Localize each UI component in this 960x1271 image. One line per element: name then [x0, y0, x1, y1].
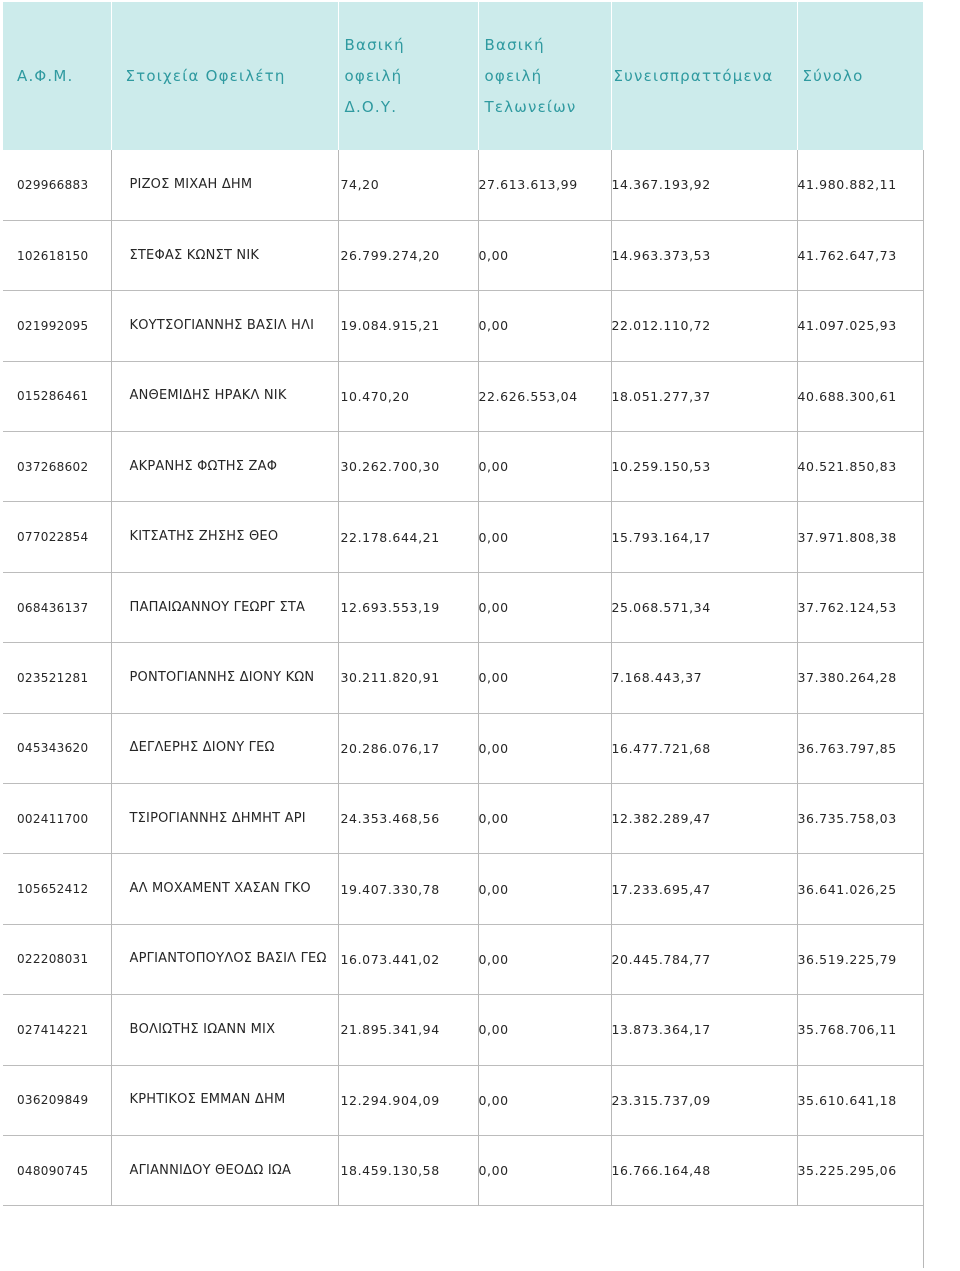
customs-debt-cell: 27.613.613,99: [478, 150, 611, 220]
debtor-name-cell: ΔΕΓΛΕΡΗΣ ΔΙΟΝΥ ΓΕΩ: [111, 713, 338, 783]
tax-office-debt-cell: 19.084.915,21: [338, 291, 478, 361]
customs-debt-cell: 0,00: [478, 220, 611, 290]
afm-cell: 023521281: [3, 643, 111, 713]
customs-debt-cell: 0,00: [478, 502, 611, 572]
tax-office-debt-cell: 74,20: [338, 150, 478, 220]
table-row: [3, 572, 923, 642]
total-cell: 40.688.300,61: [797, 361, 923, 431]
customs-debt-cell: 0,00: [478, 854, 611, 924]
total-cell: 35.610.641,18: [797, 1065, 923, 1135]
header-dou-line-1: Βασική: [344, 35, 405, 54]
co-collected-cell: 22.012.110,72: [611, 291, 797, 361]
co-collected-cell: 14.963.373,53: [611, 220, 797, 290]
header-afm: Α.Φ.Μ.: [3, 2, 111, 150]
table-row: [3, 924, 923, 994]
afm-cell: 027414221: [3, 995, 111, 1065]
total-cell: 36.519.225,79: [797, 924, 923, 994]
debtor-name-cell: ΣΤΕΦΑΣ ΚΩΝΣΤ ΝΙΚ: [111, 220, 338, 290]
total-cell: 41.762.647,73: [797, 220, 923, 290]
total-cell: 40.521.850,83: [797, 432, 923, 502]
header-base-debt-tax-office: [338, 2, 478, 150]
debtor-name-cell: ΒΟΛΙΩΤΗΣ ΙΩΑΝΝ ΜΙΧ: [111, 995, 338, 1065]
table-row: [3, 150, 923, 220]
customs-debt-cell: 0,00: [478, 1065, 611, 1135]
tax-office-debt-cell: 26.799.274,20: [338, 220, 478, 290]
tax-office-debt-cell: 16.073.441,02: [338, 924, 478, 994]
table-header: [3, 2, 923, 150]
debtor-name-cell: ΡΙΖΟΣ ΜΙΧΑΗ ΔΗΜ: [111, 150, 338, 220]
tax-office-debt-cell: 24.353.468,56: [338, 784, 478, 854]
customs-debt-cell: 0,00: [478, 432, 611, 502]
co-collected-cell: 23.315.737,09: [611, 1065, 797, 1135]
co-collected-cell: 16.477.721,68: [611, 713, 797, 783]
total-cell: 35.768.706,11: [797, 995, 923, 1065]
tax-office-debt-cell: 20.286.076,17: [338, 713, 478, 783]
tax-office-debt-cell: 10.470,20: [338, 361, 478, 431]
afm-cell: 077022854: [3, 502, 111, 572]
co-collected-cell: 17.233.695,47: [611, 854, 797, 924]
debtor-name-cell: ΚΟΥΤΣΟΓΙΑΝΝΗΣ ΒΑΣΙΛ ΗΛΙ: [111, 291, 338, 361]
debtors-table: [3, 2, 924, 1206]
tax-office-debt-cell: 22.178.644,21: [338, 502, 478, 572]
table-row: [3, 854, 923, 924]
afm-cell: 045343620: [3, 713, 111, 783]
total-cell: 36.735.758,03: [797, 784, 923, 854]
table-row: [3, 361, 923, 431]
afm-cell: 068436137: [3, 572, 111, 642]
customs-debt-cell: 0,00: [478, 713, 611, 783]
table-body: [3, 150, 923, 1206]
total-cell: 35.225.295,06: [797, 1135, 923, 1205]
co-collected-cell: 16.766.164,48: [611, 1135, 797, 1205]
total-cell: 37.380.264,28: [797, 643, 923, 713]
co-collected-cell: 25.068.571,34: [611, 572, 797, 642]
header-debtor-details: Στοιχεία Οφειλέτη: [111, 2, 338, 150]
tax-office-debt-cell: 30.211.820,91: [338, 643, 478, 713]
customs-debt-cell: 22.626.553,04: [478, 361, 611, 431]
table-row: [3, 995, 923, 1065]
debtor-name-cell: ΑΛ ΜΟΧΑΜΕΝΤ ΧΑΣΑΝ ΓΚΟ: [111, 854, 338, 924]
debtor-name-cell: ΑΓΙΑΝΝΙΔΟΥ ΘΕΟΔΩ ΙΩΑ: [111, 1135, 338, 1205]
total-cell: 41.980.882,11: [797, 150, 923, 220]
table-row: [3, 432, 923, 502]
total-cell: 37.971.808,38: [797, 502, 923, 572]
debtor-name-cell: ΠΑΠΑΙΩΑΝΝΟΥ ΓΕΩΡΓ ΣΤΑ: [111, 572, 338, 642]
header-tel-line-1: Βασική: [484, 35, 545, 54]
header-tel-line-2: οφειλή: [484, 66, 543, 85]
total-cell: 36.763.797,85: [797, 713, 923, 783]
afm-cell: 102618150: [3, 220, 111, 290]
tax-office-debt-cell: 18.459.130,58: [338, 1135, 478, 1205]
header-dou-line-3: Δ.Ο.Υ.: [344, 97, 398, 116]
tax-office-debt-cell: 30.262.700,30: [338, 432, 478, 502]
co-collected-cell: 13.873.364,17: [611, 995, 797, 1065]
co-collected-cell: 10.259.150,53: [611, 432, 797, 502]
table-row: [3, 1065, 923, 1135]
total-cell: 37.762.124,53: [797, 572, 923, 642]
customs-debt-cell: 0,00: [478, 572, 611, 642]
table-row: [3, 220, 923, 290]
afm-cell: 021992095: [3, 291, 111, 361]
customs-debt-cell: 0,00: [478, 784, 611, 854]
table-row: [3, 291, 923, 361]
table-row: [3, 643, 923, 713]
debtor-name-cell: ΤΣΙΡΟΓΙΑΝΝΗΣ ΔΗΜΗΤ ΑΡΙ: [111, 784, 338, 854]
tax-office-debt-cell: 12.294.904,09: [338, 1065, 478, 1135]
header-co-collected: Συνεισπραττόμενα: [611, 2, 797, 150]
table-row: [3, 713, 923, 783]
afm-cell: 022208031: [3, 924, 111, 994]
co-collected-cell: 20.445.784,77: [611, 924, 797, 994]
tax-office-debt-cell: 19.407.330,78: [338, 854, 478, 924]
customs-debt-cell: 0,00: [478, 924, 611, 994]
customs-debt-cell: 0,00: [478, 291, 611, 361]
debtor-name-cell: ΡΟΝΤΟΓΙΑΝΝΗΣ ΔΙΟΝΥ ΚΩΝ: [111, 643, 338, 713]
afm-cell: 002411700: [3, 784, 111, 854]
debtor-name-cell: ΚΡΗΤΙΚΟΣ ΕΜΜΑΝ ΔΗΜ: [111, 1065, 338, 1135]
afm-cell: 105652412: [3, 854, 111, 924]
afm-cell: 015286461: [3, 361, 111, 431]
tax-office-debt-cell: 12.693.553,19: [338, 572, 478, 642]
customs-debt-cell: 0,00: [478, 995, 611, 1065]
header-base-debt-customs: [478, 2, 611, 150]
debtor-name-cell: ΑΡΓΙΑΝΤΟΠΟΥΛΟΣ ΒΑΣΙΛ ΓΕΩ: [111, 924, 338, 994]
table-row: [3, 1135, 923, 1205]
customs-debt-cell: 0,00: [478, 1135, 611, 1205]
customs-debt-cell: 0,00: [478, 643, 611, 713]
co-collected-cell: 12.382.289,47: [611, 784, 797, 854]
debtor-name-cell: ΚΙΤΣΑΤΗΣ ΖΗΣΗΣ ΘΕΟ: [111, 502, 338, 572]
afm-cell: 048090745: [3, 1135, 111, 1205]
header-dou-line-2: οφειλή: [344, 66, 403, 85]
header-row: [3, 2, 923, 150]
co-collected-cell: 14.367.193,92: [611, 150, 797, 220]
table-row: [3, 502, 923, 572]
header-tel-line-3: Τελωνείων: [484, 97, 577, 116]
debtor-name-cell: ΑΝΘΕΜΙΔΗΣ ΗΡΑΚΛ ΝΙΚ: [111, 361, 338, 431]
afm-cell: 036209849: [3, 1065, 111, 1135]
afm-cell: 037268602: [3, 432, 111, 502]
tax-office-debt-cell: 21.895.341,94: [338, 995, 478, 1065]
header-total: Σύνολο: [797, 2, 923, 150]
right-border-rule: [923, 150, 924, 1268]
co-collected-cell: 15.793.164,17: [611, 502, 797, 572]
afm-cell: 029966883: [3, 150, 111, 220]
total-cell: 36.641.026,25: [797, 854, 923, 924]
total-cell: 41.097.025,93: [797, 291, 923, 361]
table-row: [3, 784, 923, 854]
co-collected-cell: 18.051.277,37: [611, 361, 797, 431]
co-collected-cell: 7.168.443,37: [611, 643, 797, 713]
debtor-name-cell: ΑΚΡΑΝΗΣ ΦΩΤΗΣ ΖΑΦ: [111, 432, 338, 502]
